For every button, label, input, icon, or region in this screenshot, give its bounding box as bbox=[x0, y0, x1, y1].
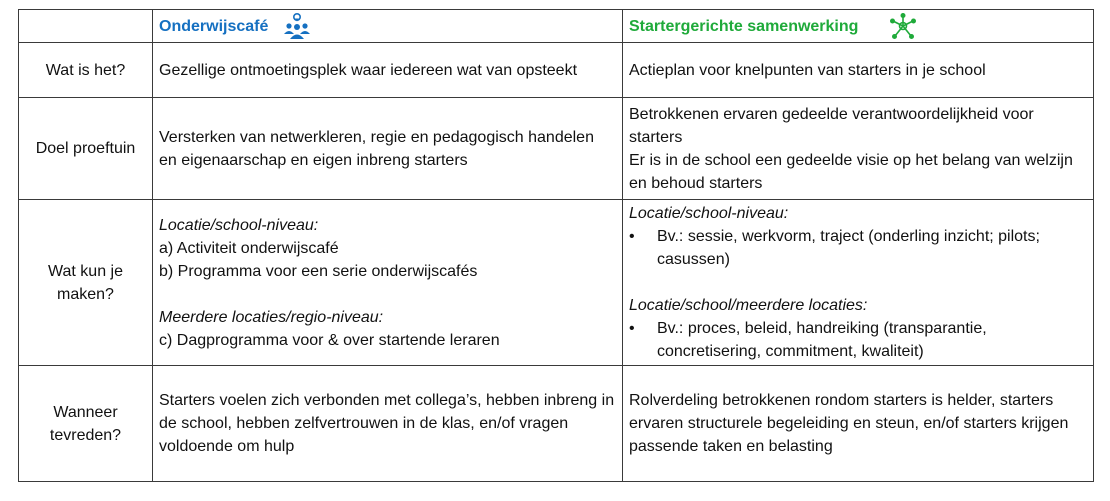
maken-item-c: c) Dagprogramma voor & over startende leraren bbox=[159, 331, 500, 349]
samenwerking-heading-2: Locatie/school/meerdere locaties: bbox=[629, 297, 868, 314]
cell-onderwijscafe-tevreden: Starters voelen zich verbonden met collega’s, hebben inbreng in de school, hebben zelfvertrouwen in de klas, en/of vragen voldoende om hulp bbox=[153, 366, 623, 482]
bullet-marker: • bbox=[629, 320, 635, 337]
samenwerking-bullet-1: Bv.: sessie, werkvorm, traject (onderling inzicht; pilots; casussen) bbox=[657, 228, 1040, 268]
maken-heading-2: Meerdere locaties/regio-niveau: bbox=[159, 308, 384, 326]
table-row-wanneer-tevreden bbox=[19, 366, 1094, 482]
row-label-wanneer-tevreden: Wanneer tevreden? bbox=[19, 366, 153, 482]
samenwerking-bullet-2: Bv.: proces, beleid, handreiking (transparantie, concretisering, commitment, kwaliteit) bbox=[657, 320, 987, 360]
cell-samenwerking-doel bbox=[623, 98, 1094, 200]
header-title-onderwijscafe: Onderwijscafé bbox=[159, 17, 269, 35]
maken-item-a: a) Activiteit onderwijscafé bbox=[159, 239, 339, 257]
cell-onderwijscafe-doel: Versterken van netwerkleren, regie en pedagogisch handelen en eigenaarschap en eigen inbreng starters bbox=[153, 98, 623, 200]
cell-onderwijscafe-maken bbox=[153, 200, 623, 366]
row-label-wat-kun-je-maken: Wat kun je maken? bbox=[19, 200, 153, 366]
list-item bbox=[629, 317, 1087, 363]
maken-item-b: b) Programma voor een serie onderwijscafés bbox=[159, 262, 478, 280]
header-cell-onderwijscafe bbox=[153, 10, 623, 43]
maken-heading-1: Locatie/school-niveau: bbox=[159, 216, 319, 234]
network-hub-icon bbox=[888, 12, 918, 40]
table-row-doel-proeftuin bbox=[19, 98, 1094, 200]
header-row bbox=[19, 10, 1094, 43]
cell-samenwerking-tevreden: Rolverdeling betrokkenen rondom starters is helder, starters ervaren structurele begeleiding en steun, en/of starters krijgen passende taken en belasting bbox=[623, 366, 1094, 482]
comparison-table bbox=[18, 9, 1094, 482]
row-label-doel-proeftuin: Doel proeftuin bbox=[19, 98, 153, 200]
cell-samenwerking-wat-is-het: Actieplan voor knelpunten van starters in je school bbox=[623, 43, 1094, 98]
doel-line-1: Betrokkenen ervaren gedeelde verantwoordelijkheid voor starters bbox=[629, 105, 1034, 146]
header-empty-cell bbox=[19, 10, 153, 43]
header-title-samenwerking: Startergerichte samenwerking bbox=[629, 17, 859, 35]
list-item bbox=[629, 225, 1087, 271]
people-group-icon bbox=[282, 12, 312, 40]
table-row-wat-kun-je-maken bbox=[19, 200, 1094, 366]
samenwerking-heading-1: Locatie/school-niveau: bbox=[629, 205, 789, 222]
doel-line-2: Er is in de school een gedeelde visie op het belang van welzijn en behoud starters bbox=[629, 151, 1073, 192]
header-cell-samenwerking bbox=[623, 10, 1094, 43]
cell-samenwerking-maken bbox=[623, 200, 1094, 366]
cell-onderwijscafe-wat-is-het: Gezellige ontmoetingsplek waar iedereen wat van opsteekt bbox=[153, 43, 623, 98]
table-row-wat-is-het bbox=[19, 43, 1094, 98]
bullet-marker: • bbox=[629, 228, 635, 245]
row-label-wat-is-het: Wat is het? bbox=[19, 43, 153, 98]
